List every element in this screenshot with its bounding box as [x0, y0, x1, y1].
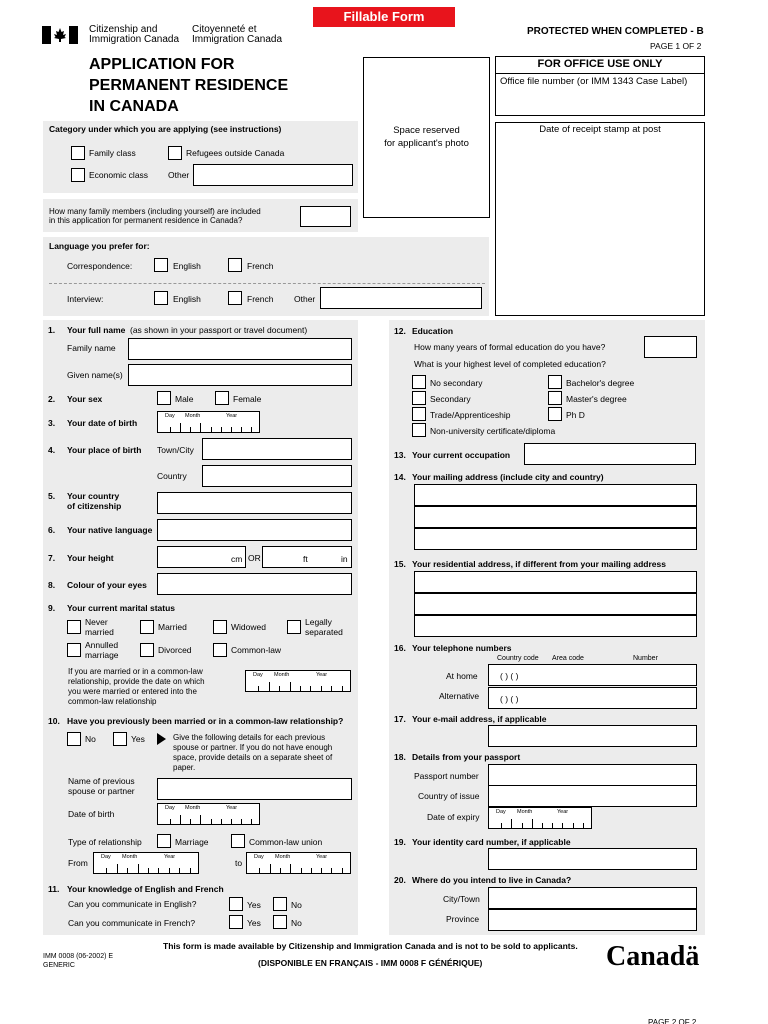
date-tick	[231, 819, 232, 824]
date-tick	[321, 868, 322, 873]
prev-details-text-1: Give the following details for each previous	[173, 733, 326, 742]
date-of-birth-field[interactable]	[157, 411, 260, 433]
date-part-label: Year	[164, 854, 176, 860]
date-part-label: Month	[122, 854, 138, 860]
prev-spouse-dob-label: Date of birth	[68, 809, 115, 819]
correspondence-english-checkbox[interactable]	[154, 258, 168, 272]
no-secondary-checkbox[interactable]	[412, 375, 426, 389]
common-law-checkbox[interactable]	[213, 643, 227, 657]
q19-number: 19.	[394, 837, 406, 847]
q2-number: 2.	[48, 394, 56, 404]
date-tick	[311, 868, 312, 873]
non-university-checkbox[interactable]	[412, 423, 426, 437]
q15-label: Your residential address, if different from your mailing address	[412, 559, 666, 569]
protected-label: PROTECTED WHEN COMPLETED - B	[527, 26, 704, 37]
date-tick	[221, 427, 222, 432]
q12-number: 12.	[394, 326, 406, 336]
area-code-label: Area code	[552, 655, 584, 662]
date-tick	[290, 864, 291, 873]
date-tick	[251, 427, 252, 432]
relationship-type-label: Type of relationship	[68, 837, 142, 847]
phd-label: Ph D	[566, 410, 585, 420]
cm-unit: cm	[231, 554, 243, 564]
date-part-label: Month	[185, 413, 201, 419]
secondary-checkbox[interactable]	[412, 391, 426, 405]
english-yes-checkbox[interactable]	[229, 897, 243, 911]
date-tick	[231, 427, 232, 432]
expiry-date-label: Date of expiry	[427, 812, 480, 822]
married-label: Married	[158, 622, 187, 632]
phd-checkbox[interactable]	[548, 407, 562, 421]
identity-card-field[interactable]	[488, 848, 697, 870]
q20-label: Where do you intend to live in Canada?	[412, 875, 572, 885]
interview-other-field[interactable]	[320, 287, 482, 309]
birth-town-label: Town/City	[157, 445, 194, 455]
date-tick	[583, 823, 584, 828]
annulled-label-2: marriage	[85, 650, 119, 660]
given-names-field[interactable]	[128, 364, 352, 386]
never-married-checkbox[interactable]	[67, 620, 81, 634]
q10-number: 10.	[48, 716, 60, 726]
french-question: Can you communicate in French?	[68, 918, 196, 928]
date-tick	[259, 868, 260, 873]
q9-label: Your current marital status	[67, 603, 176, 613]
date-tick	[170, 427, 171, 432]
prev-relationship-no-checkbox[interactable]	[67, 732, 81, 746]
prev-details-text-3: space, provide details on a separate sheet of	[173, 753, 333, 762]
date-tick	[211, 427, 212, 432]
expiry-date-field[interactable]	[488, 807, 592, 829]
prev-relationship-yes-checkbox[interactable]	[113, 732, 127, 746]
bachelor-label: Bachelor's degree	[566, 378, 635, 388]
date-tick	[270, 864, 271, 873]
correspondence-french-checkbox[interactable]	[228, 258, 242, 272]
widowed-label: Widowed	[231, 622, 266, 632]
date-tick	[179, 868, 180, 873]
passport-number-field[interactable]	[488, 764, 697, 786]
date-tick	[251, 819, 252, 824]
prev-spouse-name-field[interactable]	[157, 778, 352, 800]
q19-label: Your identity card number, if applicable	[412, 837, 571, 847]
date-tick	[117, 864, 118, 873]
prev-spouse-name-label-2: spouse or partner	[68, 786, 135, 796]
birth-country-field[interactable]	[202, 465, 352, 487]
category-heading: Category under which you are applying (see instructions)	[49, 124, 282, 134]
married-date-text-4: common-law relationship	[68, 697, 157, 706]
legally-separated-checkbox[interactable]	[287, 620, 301, 634]
date-tick	[280, 868, 281, 873]
q13-number: 13.	[394, 450, 406, 460]
date-tick	[269, 682, 270, 691]
q3-label: Your date of birth	[67, 418, 138, 428]
fillable-form-banner: Fillable Form	[313, 7, 455, 27]
date-tick	[310, 686, 311, 691]
form-title-3: IN CANADA	[89, 98, 179, 115]
family-name-label: Family name	[67, 343, 116, 353]
date-tick	[180, 423, 181, 432]
q11-number: 11.	[48, 884, 60, 894]
education-years-question: How many years of formal education do you have?	[414, 342, 606, 352]
q7-number: 7.	[48, 553, 56, 563]
divorced-label: Divorced	[158, 645, 192, 655]
prev-relationship-no-label: No	[85, 734, 96, 744]
relationship-common-law-label: Common-law union	[249, 837, 323, 847]
to-label: to	[235, 858, 243, 868]
q16-label: Your telephone numbers	[412, 643, 512, 653]
mailing-address-line-1[interactable]	[414, 484, 697, 506]
english-question: Can you communicate in English?	[68, 899, 197, 909]
sex-female-checkbox[interactable]	[215, 391, 229, 405]
bachelor-checkbox[interactable]	[548, 375, 562, 389]
refugees-label: Refugees outside Canada	[186, 148, 285, 158]
education-years-field[interactable]	[644, 336, 697, 358]
next-page-label: PAGE 2 OF 2	[648, 1018, 697, 1024]
no-secondary-label: No secondary	[430, 378, 483, 388]
date-tick	[190, 427, 191, 432]
relationship-marriage-label: Marriage	[175, 837, 209, 847]
widowed-checkbox[interactable]	[213, 620, 227, 634]
q20-number: 20.	[394, 875, 406, 885]
date-tick	[241, 819, 242, 824]
french-no-label: No	[291, 918, 302, 928]
date-tick	[279, 686, 280, 691]
alternative-phone-field[interactable]	[488, 687, 697, 709]
date-tick	[211, 819, 212, 824]
alternative-phone-parens: ( ) ( )	[500, 694, 519, 704]
economic-class-checkbox[interactable]	[71, 168, 85, 182]
date-tick	[532, 819, 533, 828]
date-tick	[331, 686, 332, 691]
date-part-label: Year	[557, 809, 569, 815]
sex-male-checkbox[interactable]	[157, 391, 171, 405]
date-part-label: Year	[226, 805, 238, 811]
citizenship-field[interactable]	[157, 492, 352, 514]
sex-male-label: Male	[175, 394, 194, 404]
passport-number-label: Passport number	[414, 771, 479, 781]
family-class-checkbox[interactable]	[71, 146, 85, 160]
correspondence-label: Correspondence:	[67, 261, 133, 271]
birth-country-label: Country	[157, 471, 187, 481]
marriage-date-field[interactable]	[245, 670, 351, 692]
given-names-label: Given name(s)	[67, 370, 123, 380]
canada-wordmark: Canadä	[606, 941, 700, 972]
family-members-question-1: How many family members (including yourself) are included	[49, 207, 261, 216]
prev-details-text-4: paper.	[173, 763, 196, 772]
native-language-field[interactable]	[157, 519, 352, 541]
date-tick	[190, 819, 191, 824]
alternative-phone-label: Alternative	[439, 691, 480, 701]
q1-label: Your full name	[67, 325, 126, 335]
footer-notice: This form is made available by Citizenship and Immigration Canada and is not to be sold to applicants.	[163, 941, 578, 951]
dept-name-en-2: Immigration Canada	[89, 34, 180, 45]
office-use-divider	[495, 73, 705, 74]
annulled-label-1: Annulled	[85, 640, 119, 650]
country-of-issue-label: Country of issue	[418, 791, 480, 801]
mailing-address-line-2[interactable]	[414, 506, 697, 528]
country-of-issue-field[interactable]	[488, 785, 697, 807]
date-part-label: Day	[254, 854, 264, 860]
non-university-label: Non-university certificate/diploma	[430, 426, 556, 436]
q13-label: Your current occupation	[412, 450, 511, 460]
intended-city-field[interactable]	[488, 887, 697, 909]
home-phone-parens: ( ) ( )	[500, 671, 519, 681]
family-members-question-2: in this application for permanent residence in Canada?	[49, 216, 243, 225]
birth-town-field[interactable]	[202, 438, 352, 460]
q6-number: 6.	[48, 525, 56, 535]
family-members-field[interactable]	[300, 206, 351, 227]
date-tick	[342, 868, 343, 873]
married-date-text-3: you were married or entered into the	[68, 687, 197, 696]
date-part-label: Day	[165, 413, 175, 419]
intended-province-field[interactable]	[488, 909, 697, 931]
family-name-field[interactable]	[128, 338, 352, 360]
q16-number: 16.	[394, 643, 406, 653]
home-phone-label: At home	[446, 671, 478, 681]
date-tick	[290, 682, 291, 691]
q14-number: 14.	[394, 472, 406, 482]
office-file-label: Office file number (or IMM 1343 Case Label)	[500, 76, 688, 87]
date-part-label: Month	[274, 672, 290, 678]
q11-label: Your knowledge of English and French	[67, 884, 224, 894]
date-part-label: Month	[185, 805, 201, 811]
date-tick	[180, 815, 181, 824]
date-tick	[301, 868, 302, 873]
interview-label: Interview:	[67, 294, 104, 304]
q18-label: Details from your passport	[412, 752, 521, 762]
mailing-address-line-3[interactable]	[414, 528, 697, 550]
french-no-checkbox[interactable]	[273, 915, 287, 929]
trade-label: Trade/Apprenticeship	[430, 410, 511, 420]
date-tick	[138, 864, 139, 873]
date-tick	[511, 819, 512, 828]
date-tick	[300, 686, 301, 691]
q4-label: Your place of birth	[67, 445, 142, 455]
date-tick	[200, 815, 201, 824]
date-tick	[522, 823, 523, 828]
q17-number: 17.	[394, 714, 406, 724]
occupation-field[interactable]	[524, 443, 696, 465]
date-part-label: Month	[517, 809, 533, 815]
phone-number-label: Number	[633, 655, 658, 662]
english-no-checkbox[interactable]	[273, 897, 287, 911]
receipt-stamp-box	[495, 122, 705, 316]
date-tick	[158, 868, 159, 873]
from-label: From	[68, 858, 88, 868]
date-part-label: Month	[275, 854, 291, 860]
relationship-to-field[interactable]	[246, 852, 351, 874]
dept-name-fr-1: Citoyenneté et	[192, 24, 257, 35]
family-class-label: Family class	[89, 148, 136, 158]
q2-label: Your sex	[67, 394, 103, 404]
category-other-field[interactable]	[193, 164, 353, 186]
q1-number: 1.	[48, 325, 56, 335]
q8-number: 8.	[48, 580, 56, 590]
married-date-text-2: relationship, provide the date on which	[68, 677, 205, 686]
in-unit: in	[341, 554, 348, 564]
q6-label: Your native language	[67, 525, 153, 535]
home-phone-field[interactable]	[488, 664, 697, 686]
refugees-checkbox[interactable]	[168, 146, 182, 160]
date-tick	[148, 868, 149, 873]
date-tick	[200, 423, 201, 432]
date-tick	[562, 823, 563, 828]
city-town-label: City/Town	[443, 894, 480, 904]
q12-label: Education	[412, 326, 454, 336]
residential-address-line-1[interactable]	[414, 571, 697, 593]
language-heading: Language you prefer for:	[49, 241, 150, 251]
date-tick	[552, 823, 553, 828]
date-tick	[127, 868, 128, 873]
photo-label-2: for applicant's photo	[384, 138, 469, 149]
form-title-1: APPLICATION FOR	[89, 56, 235, 73]
date-tick	[241, 427, 242, 432]
category-other-label: Other	[168, 170, 190, 180]
date-part-label: Day	[496, 809, 506, 815]
q10-label: Have you previously been married or in a common-law relationship?	[67, 716, 344, 726]
married-date-text-1: If you are married or in a common-law	[68, 667, 203, 676]
q4-number: 4.	[48, 445, 56, 455]
divorced-checkbox[interactable]	[140, 643, 154, 657]
date-tick	[106, 868, 107, 873]
date-tick	[542, 823, 543, 828]
date-tick	[321, 686, 322, 691]
date-part-label: Day	[165, 805, 175, 811]
province-label: Province	[446, 914, 480, 924]
date-tick	[221, 819, 222, 824]
q5-number: 5.	[48, 491, 56, 501]
date-tick	[169, 868, 170, 873]
language-dashed-divider	[49, 283, 485, 284]
legally-separated-label-2: separated	[305, 627, 343, 637]
residential-address-line-3[interactable]	[414, 615, 697, 637]
dept-name-fr-2: Immigration Canada	[192, 34, 283, 45]
education-level-question: What is your highest level of completed education?	[414, 359, 606, 369]
canada-flag-icon	[42, 26, 78, 44]
correspondence-english-label: English	[173, 261, 201, 271]
french-yes-checkbox[interactable]	[229, 915, 243, 929]
never-married-label-2: married	[85, 627, 114, 637]
form-title-2: PERMANENT RESIDENCE	[89, 77, 289, 94]
q3-number: 3.	[48, 418, 56, 428]
correspondence-french-label: French	[247, 261, 274, 271]
date-tick	[342, 686, 343, 691]
date-tick	[258, 686, 259, 691]
sex-female-label: Female	[233, 394, 262, 404]
q17-label: Your e-mail address, if applicable	[412, 714, 547, 724]
form-code-1: IMM 0008 (06-2002) E	[43, 953, 114, 960]
economic-class-label: Economic class	[89, 170, 149, 180]
q5-label-1: Your country	[67, 491, 120, 501]
interview-french-checkbox[interactable]	[228, 291, 242, 305]
prev-details-text-2: spouse or partner. If you do not have enough	[173, 743, 333, 752]
receipt-stamp-label: Date of receipt stamp at post	[539, 124, 661, 135]
date-part-label: Day	[101, 854, 111, 860]
english-no-label: No	[291, 900, 302, 910]
height-or-label: OR	[248, 553, 261, 563]
form-code-2: GENERIC	[43, 962, 75, 969]
date-tick	[573, 823, 574, 828]
never-married-label-1: Never	[85, 617, 108, 627]
prev-relationship-yes-label: Yes	[131, 734, 145, 744]
arrow-right-icon	[157, 733, 166, 745]
date-part-label: Year	[316, 854, 328, 860]
ft-unit: ft	[303, 554, 308, 564]
interview-french-label: French	[247, 294, 274, 304]
date-tick	[190, 868, 191, 873]
dept-name-en-1: Citizenship and	[89, 24, 158, 35]
interview-english-label: English	[173, 294, 201, 304]
date-part-label: Day	[253, 672, 263, 678]
office-use-heading: FOR OFFICE USE ONLY	[537, 58, 663, 70]
interview-other-label: Other	[294, 294, 316, 304]
interview-english-checkbox[interactable]	[154, 291, 168, 305]
relationship-common-law-checkbox[interactable]	[231, 834, 245, 848]
q7-label: Your height	[67, 553, 114, 563]
footer-french-notice: (DISPONIBLE EN FRANÇAIS - IMM 0008 F GÉNÉRIQUE)	[258, 958, 483, 968]
date-tick	[331, 868, 332, 873]
q15-number: 15.	[394, 559, 406, 569]
common-law-label: Common-law	[231, 645, 282, 655]
eye-colour-field[interactable]	[157, 573, 352, 595]
trade-checkbox[interactable]	[412, 407, 426, 421]
secondary-label: Secondary	[430, 394, 471, 404]
q9-number: 9.	[48, 603, 56, 613]
date-part-label: Year	[316, 672, 328, 678]
page-number: PAGE 1 OF 2	[650, 41, 702, 51]
married-checkbox[interactable]	[140, 620, 154, 634]
french-yes-label: Yes	[247, 918, 261, 928]
q8-label: Colour of your eyes	[67, 580, 147, 590]
date-tick	[501, 823, 502, 828]
date-part-label: Year	[226, 413, 238, 419]
prev-spouse-dob-field[interactable]	[157, 803, 260, 825]
q5-label-2: of citizenship	[67, 501, 122, 511]
annulled-checkbox[interactable]	[67, 643, 81, 657]
country-code-label: Country code	[497, 655, 539, 662]
photo-label-1: Space reserved	[393, 125, 460, 136]
q1-note: (as shown in your passport or travel document)	[130, 325, 308, 335]
q18-number: 18.	[394, 752, 406, 762]
prev-spouse-name-label-1: Name of previous	[68, 776, 135, 786]
date-tick	[170, 819, 171, 824]
english-yes-label: Yes	[247, 900, 261, 910]
master-label: Master's degree	[566, 394, 627, 404]
residential-address-line-2[interactable]	[414, 593, 697, 615]
email-field[interactable]	[488, 725, 697, 747]
relationship-marriage-checkbox[interactable]	[157, 834, 171, 848]
q14-label: Your mailing address (include city and country)	[412, 472, 604, 482]
legally-separated-label-1: Legally	[305, 617, 332, 627]
master-checkbox[interactable]	[548, 391, 562, 405]
relationship-from-field[interactable]	[93, 852, 199, 874]
